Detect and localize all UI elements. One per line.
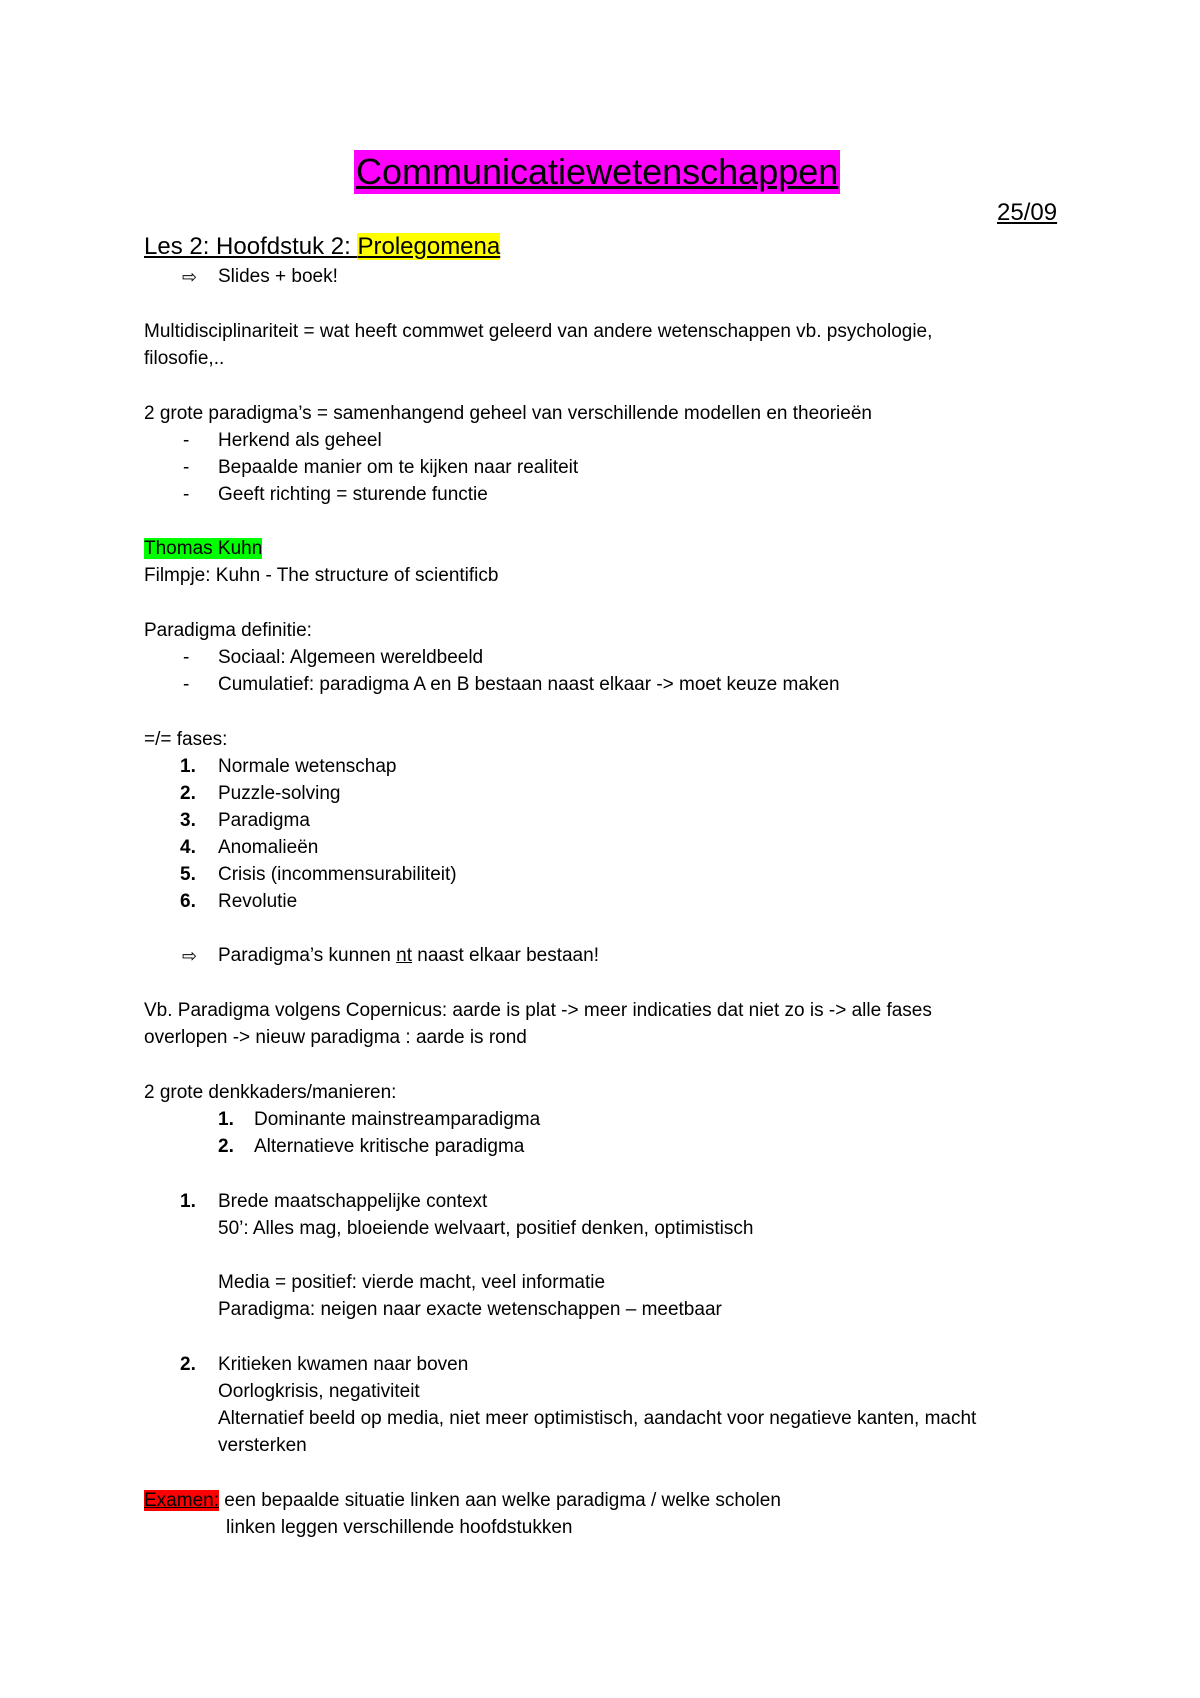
- example-line-1: Vb. Paradigma volgens Copernicus: aarde is plat -> meer indicaties dat niet zo is -> alle fases: [144, 1000, 932, 1021]
- phases-heading: =/= fases:: [144, 729, 228, 750]
- section1-line-2: Media = positief: vierde macht, veel informatie: [218, 1272, 606, 1293]
- exam-label: Examen:: [144, 1490, 219, 1511]
- phase-number: 2.: [180, 783, 196, 804]
- phases-conclusion: [218, 944, 599, 968]
- section1-line-3: Paradigma: neigen naar exacte wetenschappen – meetbaar: [218, 1299, 722, 1320]
- conclusion-pre: Paradigma’s kunnen: [218, 945, 397, 966]
- lesson-heading: [144, 232, 500, 262]
- exam-line-1: [144, 1489, 781, 1513]
- kuhn-name: [144, 537, 262, 561]
- framework-item-2: Alternatieve kritische paradigma: [254, 1136, 525, 1157]
- phase-item-1: Normale wetenschap: [218, 756, 397, 777]
- section1-title: Brede maatschappelijke context: [218, 1191, 488, 1212]
- bullet-dash: -: [183, 430, 190, 451]
- framework-number: 1.: [218, 1109, 234, 1130]
- phase-number: 1.: [180, 756, 196, 777]
- conclusion-underlined: nt: [396, 945, 413, 966]
- arrow-right-icon: ⇨: [182, 946, 198, 966]
- kuhn-name-text: Thomas Kuhn: [144, 538, 263, 559]
- phase-item-4: Anomalieën: [218, 837, 319, 858]
- lesson-topic: Prolegomena: [357, 233, 501, 260]
- section2-title: Kritieken kwamen naar boven: [218, 1354, 469, 1375]
- section2-line-1: Oorlogkrisis, negativiteit: [218, 1381, 420, 1402]
- phase-number: 3.: [180, 810, 196, 831]
- framework-number: 2.: [218, 1136, 234, 1157]
- definition-item-2: Cumulatief: paradigma A en B bestaan naast elkaar -> moet keuze maken: [218, 674, 840, 695]
- bullet-dash: -: [183, 457, 190, 478]
- phase-item-5: Crisis (incommensurabiliteit): [218, 864, 457, 885]
- multi-line-1: Multidisciplinariteit = wat heeft commwet geleerd van andere wetenschappen vb. psychologie,: [144, 321, 933, 342]
- document-title: Communicatiewetenschappen: [356, 151, 839, 192]
- frameworks-heading: 2 grote denkkaders/manieren:: [144, 1082, 397, 1103]
- kuhn-film: Filmpje: Kuhn - The structure of scientificb: [144, 565, 499, 586]
- paradigms-item-1: Herkend als geheel: [218, 430, 382, 451]
- section1-number: 1.: [180, 1191, 196, 1212]
- exam-text: een bepaalde situatie linken aan welke paradigma / welke scholen: [218, 1490, 781, 1511]
- conclusion-post: naast elkaar bestaan!: [412, 945, 599, 966]
- paradigms-item-3: Geeft richting = sturende functie: [218, 484, 488, 505]
- phase-number: 6.: [180, 891, 196, 912]
- phase-item-2: Puzzle-solving: [218, 783, 341, 804]
- section1-line-1: 50’: Alles mag, bloeiende welvaart, positief denken, optimistisch: [218, 1218, 754, 1239]
- paradigms-item-2: Bepaalde manier om te kijken naar realiteit: [218, 457, 579, 478]
- definition-item-1: Sociaal: Algemeen wereldbeeld: [218, 647, 484, 668]
- date-label: 25/09: [997, 199, 1058, 226]
- bullet-dash: -: [183, 647, 190, 668]
- lesson-note: Slides + boek!: [218, 266, 338, 287]
- section2-number: 2.: [180, 1354, 196, 1375]
- phase-number: 5.: [180, 864, 196, 885]
- phase-number: 4.: [180, 837, 196, 858]
- phase-item-6: Revolutie: [218, 891, 298, 912]
- bullet-dash: -: [183, 674, 190, 695]
- multi-line-2: filosofie,..: [144, 348, 225, 369]
- paradigms-intro: 2 grote paradigma’s = samenhangend geheel van verschillende modellen en theorieën: [144, 403, 872, 424]
- lesson-prefix: Les 2: Hoofdstuk 2:: [144, 233, 358, 260]
- definition-heading: Paradigma definitie:: [144, 620, 312, 641]
- exam-line-2: linken leggen verschillende hoofdstukken: [226, 1517, 573, 1538]
- framework-item-1: Dominante mainstreamparadigma: [254, 1109, 541, 1130]
- bullet-dash: -: [183, 484, 190, 505]
- example-line-2: overlopen -> nieuw paradigma : aarde is rond: [144, 1027, 527, 1048]
- phase-item-3: Paradigma: [218, 810, 310, 831]
- section2-line-2: Alternatief beeld op media, niet meer optimistisch, aandacht voor negatieve kanten, macht: [218, 1408, 977, 1429]
- section2-line-3: versterken: [218, 1435, 307, 1456]
- arrow-right-icon: ⇨: [182, 267, 198, 287]
